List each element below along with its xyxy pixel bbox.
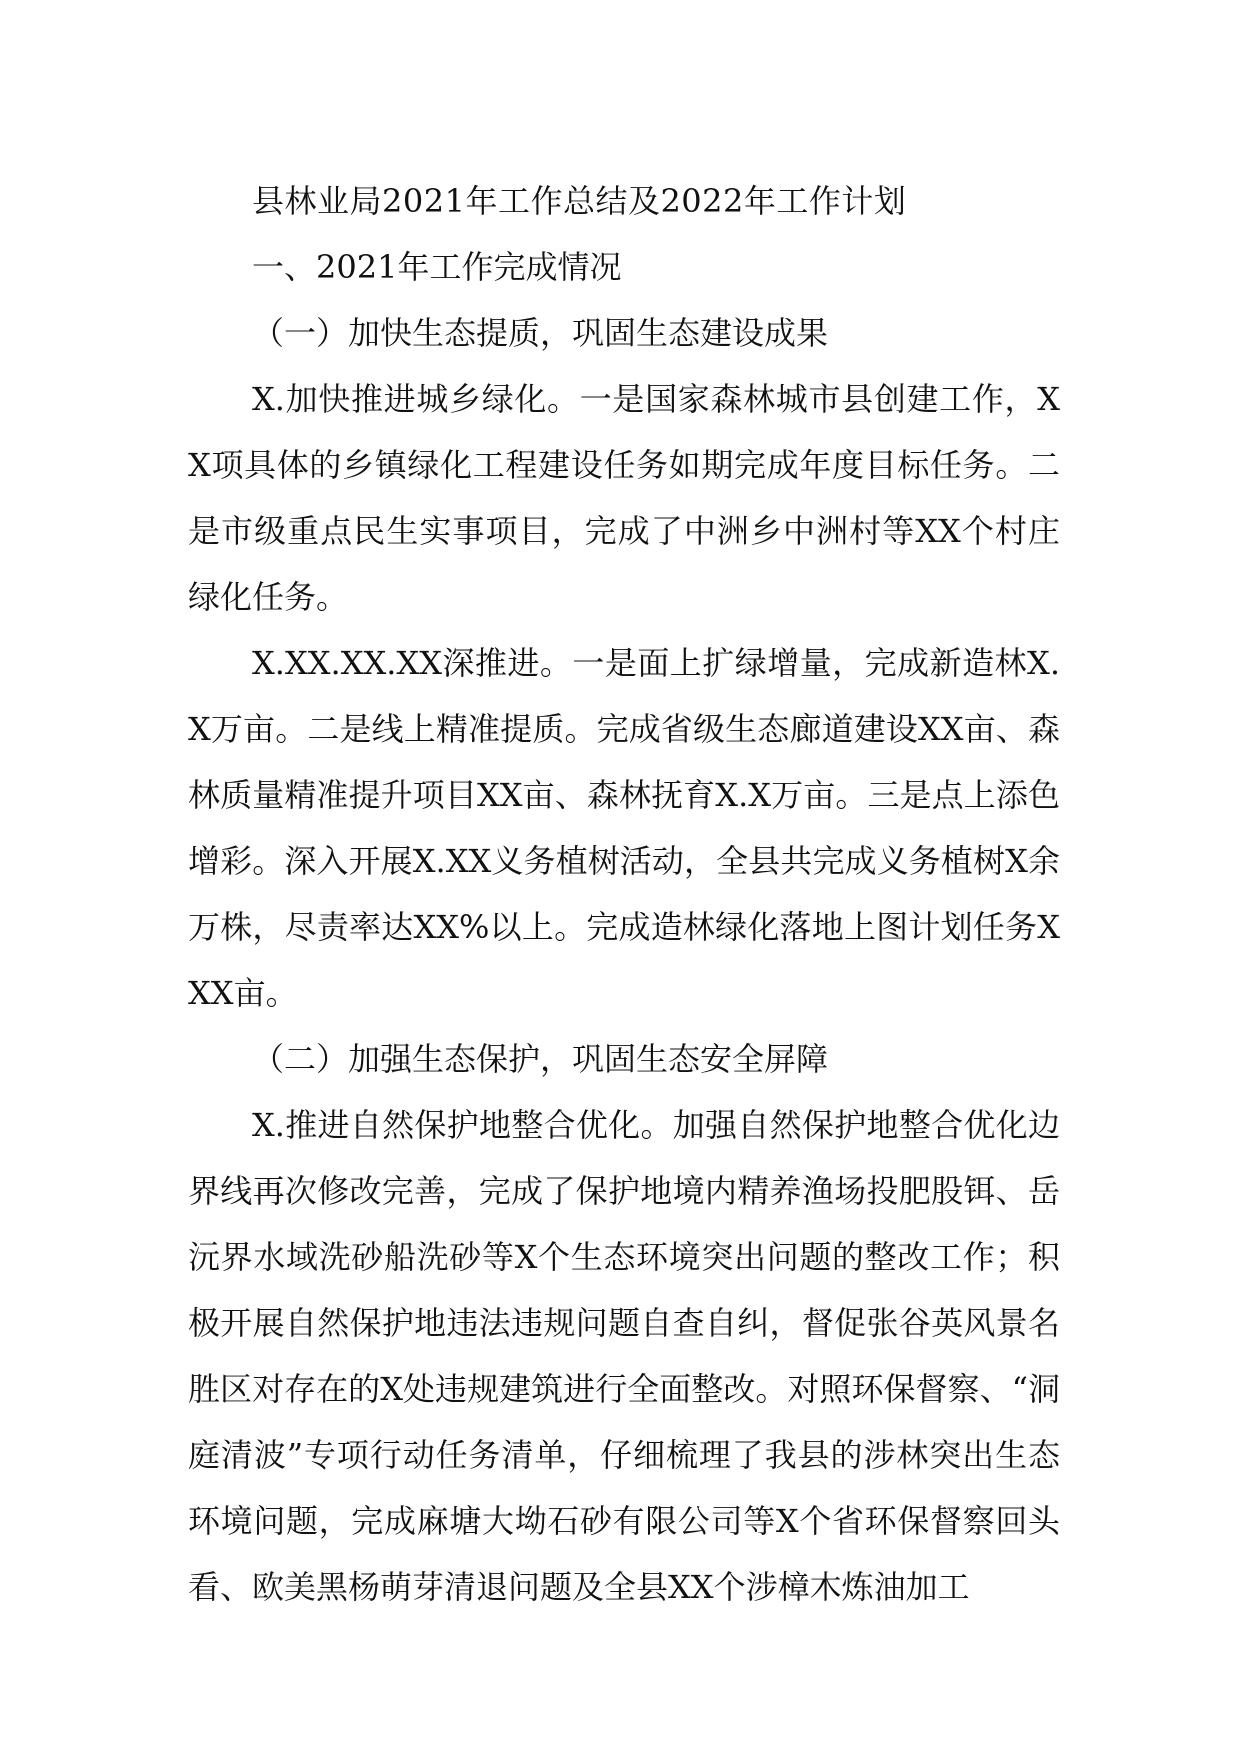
- document-title: 县林业局2021年工作总结及2022年工作计划: [252, 182, 907, 220]
- paragraph-afforestation: X.XX.XX.XX深推进。一是面上扩绿增量，完成新造林X.X万亩。二是线上精准提质。完成省级生态廊道建设XX亩、森林质量精准提升项目XX亩、森林抚育X.X万亩。三是点上添色增彩。深入开展X.XX义务植树活动，全县共完成义务植树X余万株，尽责率达XX%以上。完成造林绿化落地上图计划任务XXX亩。: [188, 644, 1060, 1012]
- subsection-heading-1: （一）加快生态提质，巩固生态建设成果: [252, 314, 829, 352]
- paragraph-urban-rural-greening: X.加快推进城乡绿化。一是国家森林城市县创建工作，XX项具体的乡镇绿化工程建设任务如期完成年度目标任务。二是市级重点民生实事项目，完成了中洲乡中洲村等XX个村庄绿化任务。: [188, 380, 1060, 616]
- section-heading-1: 一、2021年工作完成情况: [252, 248, 622, 286]
- subsection-heading-2: （二）加强生态保护，巩固生态安全屏障: [252, 1040, 829, 1078]
- document-body: [188, 168, 1060, 1620]
- paragraph-nature-reserve-optimization: X.推进自然保护地整合优化。加强自然保护地整合优化边界线再次修改完善，完成了保护地境内精养渔场投肥股铒、岳沅界水域洗砂船洗砂等X个生态环境突出问题的整改工作；积极开展自然保护地违法违规问题自查自纠，督促张谷英风景名胜区对存在的X处违规建筑进行全面整改。对照环保督察、“洞庭清波”专项行动任务清单，仔细梳理了我县的涉林突出生态环境问题，完成麻塘大坳石砂有限公司等X个省环保督察回头看、欧美黑杨萌芽清退问题及全县XX个涉樟木炼油加工: [188, 1106, 1060, 1606]
